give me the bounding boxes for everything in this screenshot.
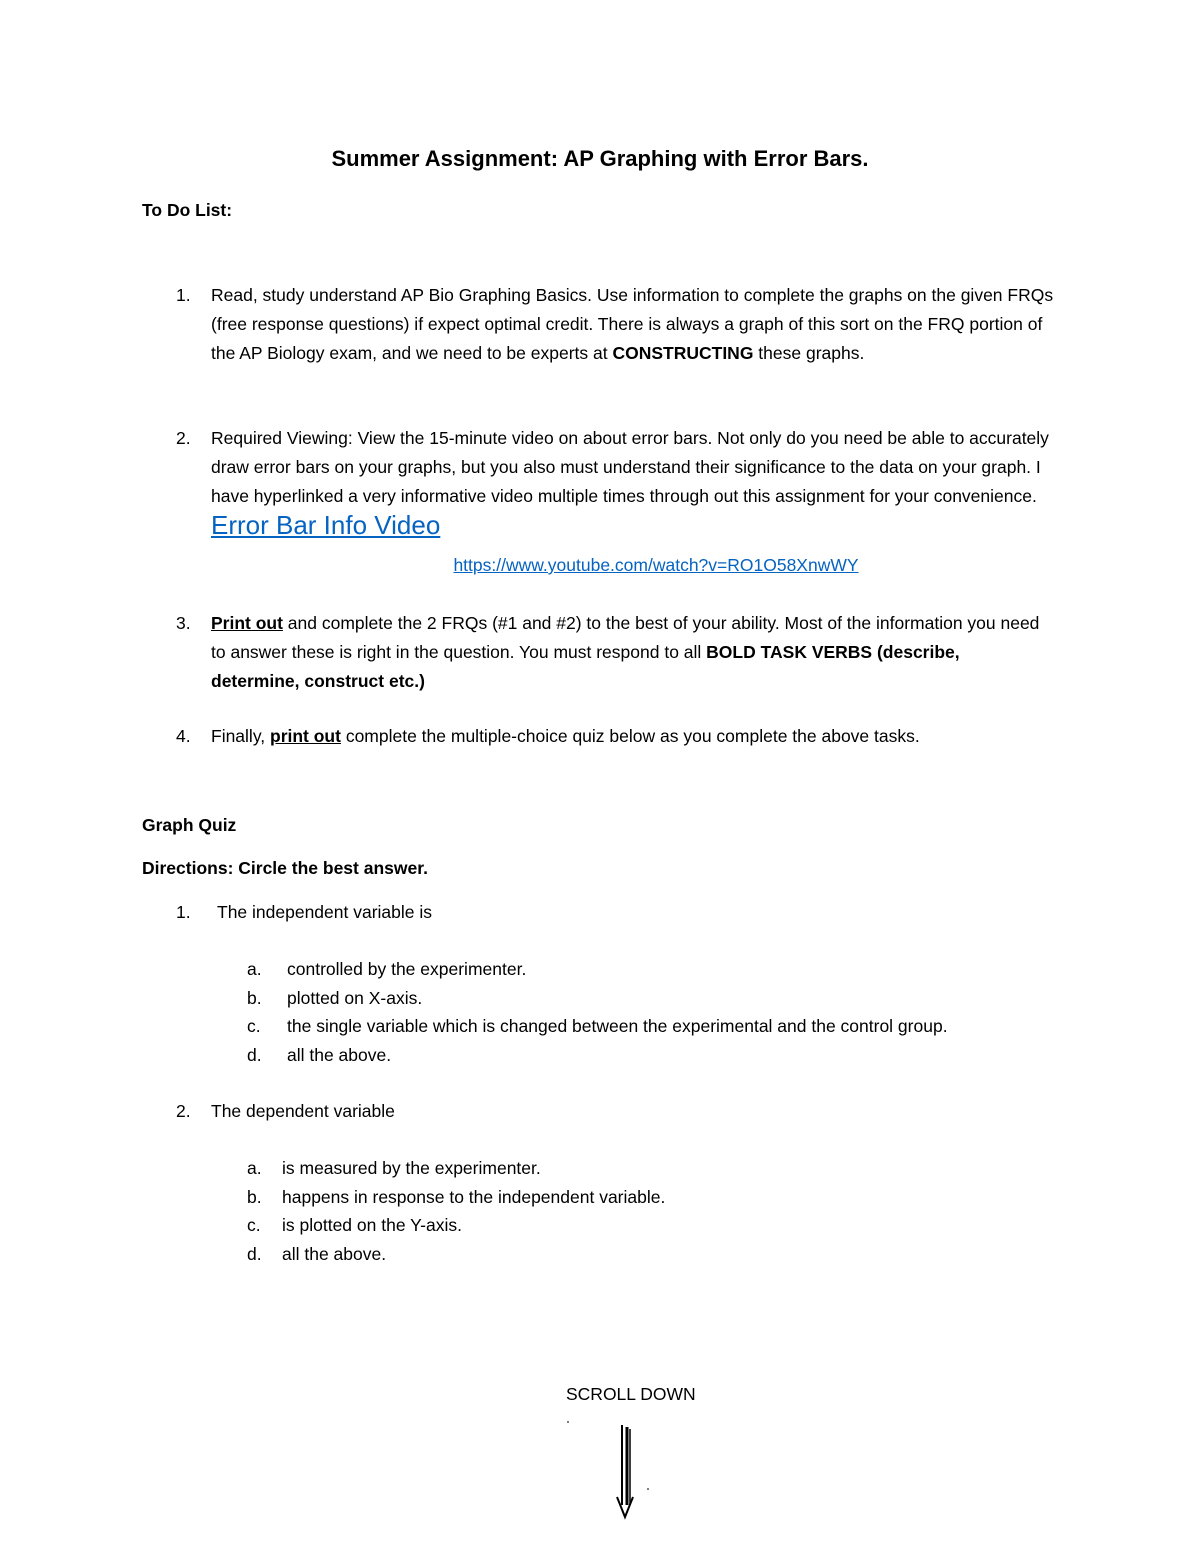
todo-1-text-a: Read, study understand AP Bio Graphing Basics. Use information to complete the graphs on the given FRQs (free response questions) if expect optimal credit. There is always a graph of this sort on the FRQ portion of the AP Biology exam, and we need to be experts at bbox=[211, 285, 1054, 363]
option-1d[interactable]: d. all the above. bbox=[247, 1045, 392, 1066]
todo-3-text: and complete the 2 FRQs (#1 and #2) to the best of your ability. Most of the information you need to answer these is right in the question. You must respond to all bbox=[211, 613, 1040, 662]
option-1c[interactable]: c. the single variable which is changed between the experimental and the control group. bbox=[247, 1016, 948, 1037]
error-bar-video-link[interactable]: Error Bar Info Video bbox=[211, 510, 441, 540]
down-arrow-icon bbox=[560, 1415, 660, 1525]
todo-1-text-bold: CONSTRUCTING bbox=[612, 343, 754, 363]
youtube-url-link[interactable]: https://www.youtube.com/watch?v=RO1O58XnwWY bbox=[453, 555, 859, 575]
todo-item-4 bbox=[211, 722, 1111, 751]
todo-3-print-out: Print out bbox=[211, 613, 283, 633]
quiz-heading: Graph Quiz bbox=[142, 815, 237, 835]
todo-number-1: 1. bbox=[176, 285, 191, 305]
option-1a[interactable]: a. controlled by the experimenter. bbox=[247, 959, 527, 979]
question-number-2: 2. bbox=[176, 1101, 191, 1121]
todo-4-text-c: complete the multiple-choice quiz below as you complete the above tasks. bbox=[340, 726, 920, 746]
question-number-1: 1. bbox=[176, 902, 191, 922]
todo-item-1 bbox=[211, 281, 1056, 368]
todo-number-4: 4. bbox=[176, 726, 191, 746]
option-1b[interactable]: b. plotted on X-axis. bbox=[247, 987, 423, 1008]
todo-4-print-out: print out bbox=[270, 726, 341, 746]
todo-4-text-a: Finally, bbox=[211, 726, 270, 746]
scroll-down-label: SCROLL DOWN bbox=[566, 1384, 696, 1404]
question-text-2: The dependent variable bbox=[211, 1101, 395, 1121]
quiz-directions: Directions: Circle the best answer. bbox=[142, 858, 428, 878]
question-text-1: The independent variable is bbox=[217, 902, 433, 922]
todo-number-2: 2. bbox=[176, 428, 191, 448]
option-2c[interactable]: c. is plotted on the Y-axis. bbox=[247, 1215, 462, 1236]
video-url-line bbox=[0, 551, 1200, 580]
page-title: Summer Assignment: AP Graphing with Error Bars. bbox=[331, 146, 869, 171]
option-2d[interactable]: d. all the above. bbox=[247, 1244, 387, 1265]
question-2-options bbox=[247, 1154, 665, 1269]
option-2a[interactable]: a. is measured by the experimenter. bbox=[247, 1158, 541, 1178]
question-1-options bbox=[247, 955, 948, 1070]
todo-heading: To Do List: bbox=[142, 200, 233, 220]
todo-3-bold: BOLD TASK VERBS (describe, determine, construct etc.) bbox=[211, 642, 960, 691]
todo-1-text-c: these graphs. bbox=[753, 343, 865, 363]
todo-item-3 bbox=[211, 609, 1041, 696]
todo-2-text: Required Viewing: View the 15-minute video on about error bars. Not only do you need be able to accurately draw error bars on your graphs, but you also must understand their significance to the data on your graph. I have hyperlinked a very informative video multiple times through out this assignment for your convenience. bbox=[211, 428, 1049, 506]
todo-item-2 bbox=[211, 424, 1056, 543]
todo-number-3: 3. bbox=[176, 613, 191, 633]
option-2b[interactable]: b. happens in response to the independent variable. bbox=[247, 1186, 666, 1207]
